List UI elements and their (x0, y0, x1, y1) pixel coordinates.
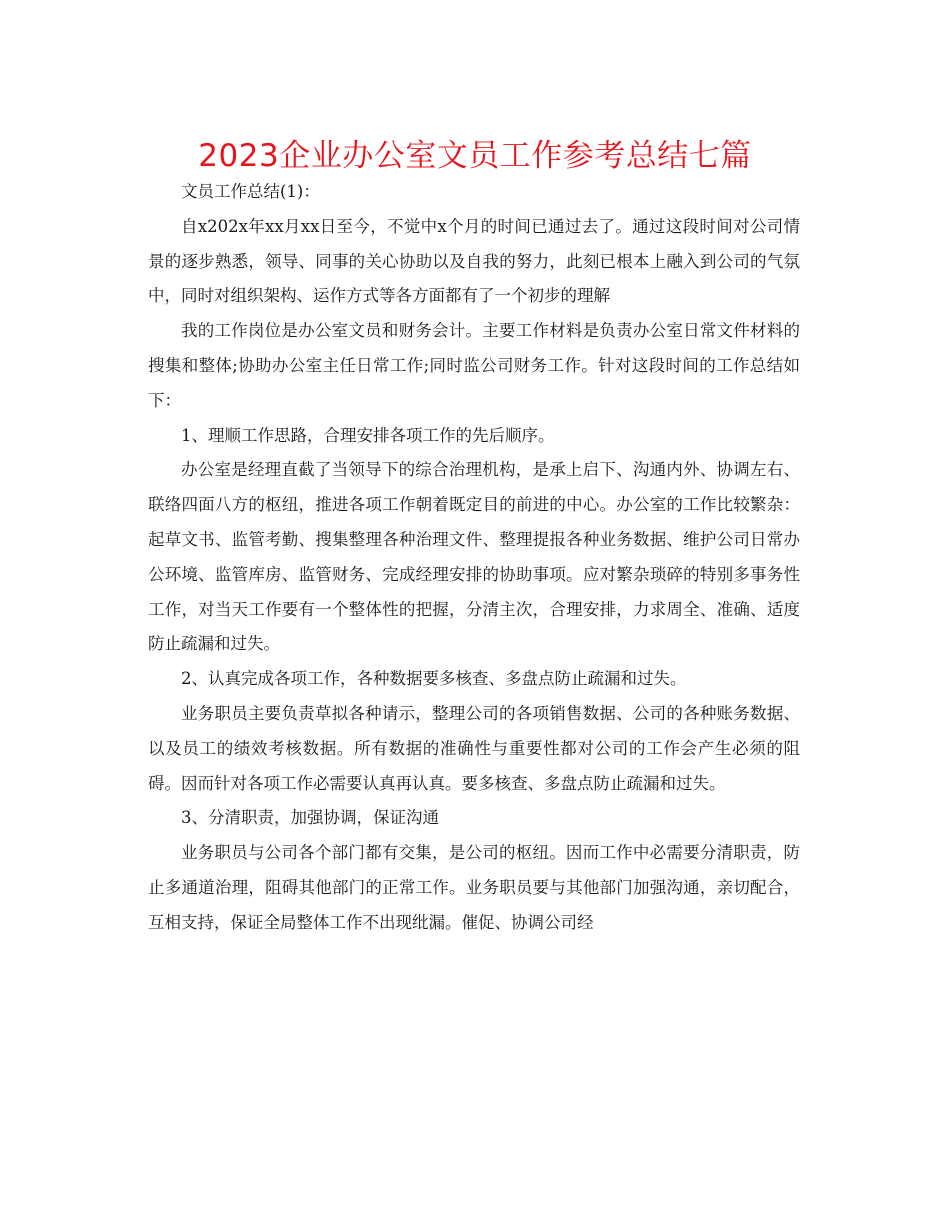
list-item-heading: 1、理顺工作思路，合理安排各项工作的先后顺序。 (181, 425, 555, 445)
list-item-heading: 3、分清职责，加强协调，保证沟通 (181, 808, 439, 828)
paragraph: 自x202x年xx月xx日至今，不觉中x个月的时间已通过去了。通过这段时间对公司情景的逐步熟悉，领导、同事的关心协助以及自我的努力，此刻已根本上融入到公司的气氛中，同时对组织架构、运作方式等各方面都有了一个初步的理解 (148, 216, 800, 306)
paragraph: 业务职员主要负责草拟各种请示，整理公司的各项销售数据、公司的各种账务数据、以及员工的绩效考核数据。所有数据的准确性与重要性都对公司的工作会产生必须的阻碍。因而针对各项工作必需要认真再认真。要多核查、多盘点防止疏漏和过失。 (148, 703, 800, 793)
list-item-heading: 2、认真完成各项工作，各种数据要多核查、多盘点防止疏漏和过失。 (181, 669, 687, 689)
section-heading: 文员工作总结(1)： (181, 182, 320, 201)
paragraph: 办公室是经理直截了当领导下的综合治理机构，是承上启下、沟通内外、协调左右、联络四面八方的枢纽，推进各项工作朝着既定目的前进的中心。办公室的工作比较繁杂：起草文书、监管考勤、搜集整理各种治理文件、整理提报各种业务数据、维护公司日常办公环境、监管库房、监管财务、完成经理安排的协助事项。应对繁杂琐碎的特别多事务性工作，对当天工作要有一个整体性的把握，分清主次，合理安排，力求周全、准确、适度防止疏漏和过失。 (148, 460, 800, 654)
document-title: 2023企业办公室文员工作参考总结七篇 (198, 138, 752, 174)
paragraph: 我的工作岗位是办公室文员和财务会计。主要工作材料是负责办公室日常文件材料的搜集和整体;协助办公室主任日常工作;同时监公司财务工作。针对这段时间的工作总结如下： (148, 321, 800, 410)
document-body (148, 175, 800, 941)
paragraph: 业务职员与公司各个部门都有交集，是公司的枢纽。因而工作中必需要分清职责，防止多通道治理，阻碍其他部门的正常工作。业务职员要与其他部门加强沟通，亲切配合，互相支持，保证全局整体工作不出现纰漏。催促、协调公司经 (148, 843, 800, 932)
